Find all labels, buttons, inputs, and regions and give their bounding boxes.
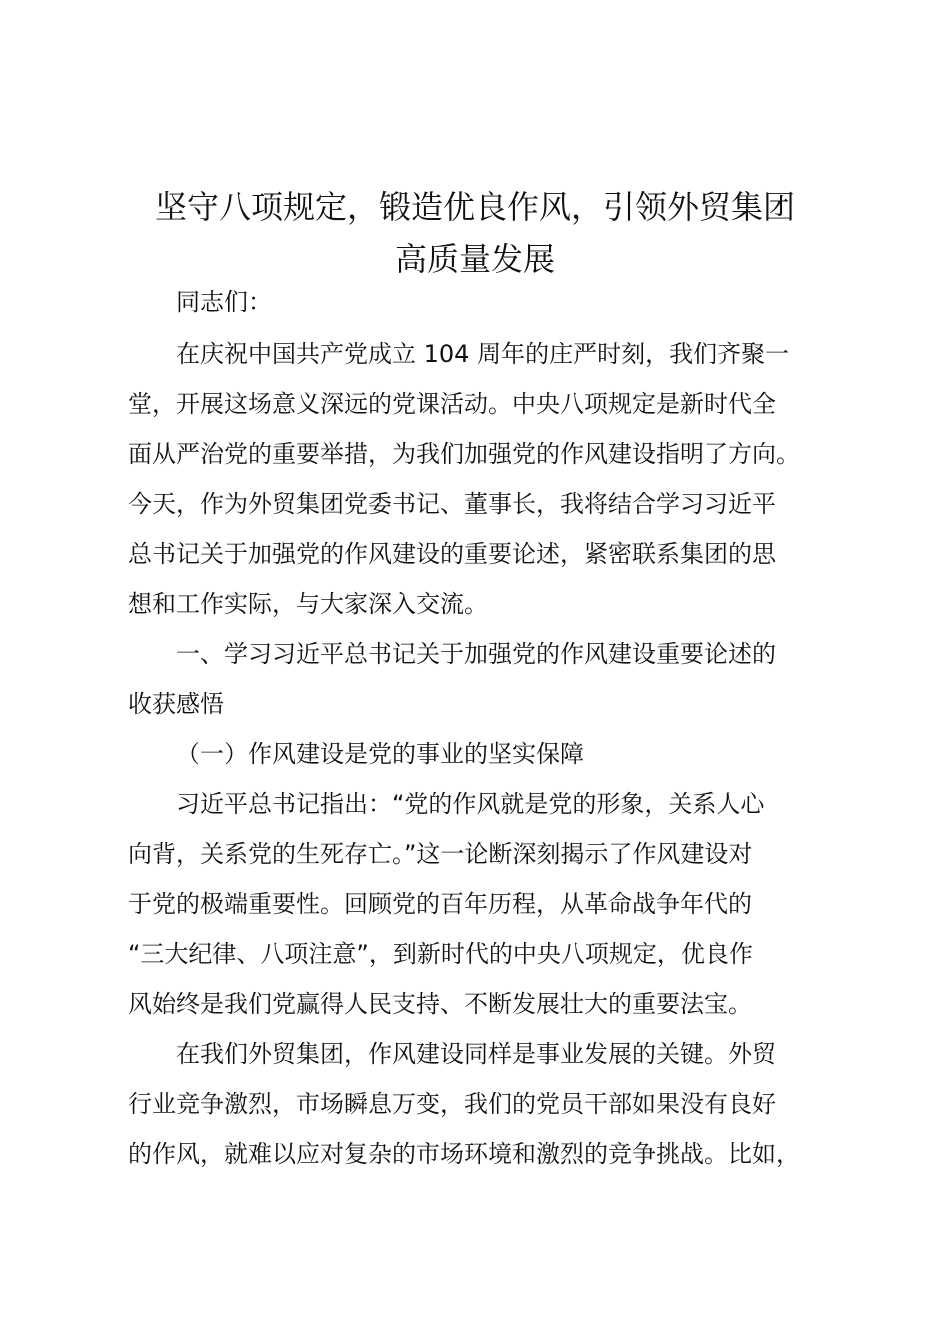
- paragraph-line: 习近平总书记指出：“党的作风就是党的形象，关系人心: [176, 790, 765, 818]
- paragraph-line: 向背，关系党的生死存亡。”这一论断深刻揭示了作风建设对: [128, 840, 753, 868]
- subsection-heading: （一）作风建设是党的事业的坚实保障: [176, 740, 584, 768]
- section-heading-line: 收获感悟: [128, 690, 224, 718]
- paragraph-line: 总书记关于加强党的作风建设的重要论述，紧密联系集团的思: [128, 540, 776, 568]
- document-title-line-1: 坚守八项规定，锻造优良作风，引领外贸集团: [154, 188, 795, 226]
- paragraph-line: 的作风，就难以应对复杂的市场环境和激烈的竞争挑战。比如，: [128, 1140, 800, 1168]
- paragraph-line: 面从严治党的重要举措，为我们加强党的作风建设指明了方向。: [128, 440, 800, 468]
- paragraph-line: 在庆祝中国共产党成立 104 周年的庄严时刻，我们齐聚一: [176, 340, 790, 368]
- paragraph-line: 于党的极端重要性。回顾党的百年历程，从革命战争年代的: [128, 890, 752, 918]
- paragraph-line: 在我们外贸集团，作风建设同样是事业发展的关键。外贸: [176, 1040, 776, 1068]
- paragraph-line: 风始终是我们党赢得人民支持、不断发展壮大的重要法宝。: [128, 990, 752, 1018]
- section-heading-line: 一、学习习近平总书记关于加强党的作风建设重要论述的: [176, 640, 776, 668]
- salutation: 同志们：: [176, 288, 272, 316]
- paragraph-line: 堂，开展这场意义深远的党课活动。中央八项规定是新时代全: [128, 390, 776, 418]
- paragraph-line: “三大纪律、八项注意”，到新时代的中央八项规定，优良作: [128, 940, 753, 968]
- paragraph-line: 今天，作为外贸集团党委书记、董事长，我将结合学习习近平: [128, 490, 776, 518]
- paragraph-line: 行业竞争激烈，市场瞬息万变，我们的党员干部如果没有良好: [128, 1090, 776, 1118]
- paragraph-line: 想和工作实际，与大家深入交流。: [128, 590, 488, 618]
- document-title-line-2: 高质量发展: [394, 240, 555, 278]
